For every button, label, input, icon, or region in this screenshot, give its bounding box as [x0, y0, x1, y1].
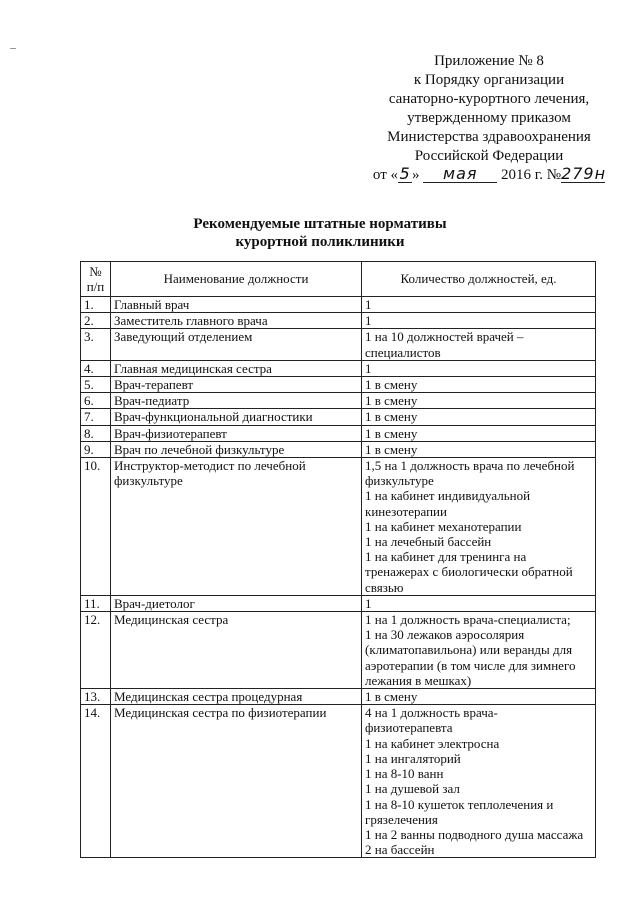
- quantity-line: 4 на 1 должность врача-: [365, 705, 498, 721]
- quantity-line: 1 на 30 лежаков аэросолярия: [365, 627, 525, 643]
- quantity-line: аэротерапии (в том числе для зимнего: [365, 657, 576, 673]
- quantity-line: грязелечения: [365, 811, 438, 827]
- quantity-line: 1: [365, 360, 372, 376]
- table-row: [81, 377, 596, 393]
- table-row: [81, 409, 596, 425]
- quantity-line: 1 в смену: [365, 393, 418, 409]
- position-name: Врач-функциональной диагностики: [111, 409, 362, 425]
- table-row: [81, 458, 596, 596]
- position-quantity: [362, 360, 596, 376]
- table-row: [81, 360, 596, 376]
- order-date-line: [340, 166, 638, 185]
- table-row: [81, 297, 596, 313]
- document-title: [0, 215, 640, 251]
- table-row: [81, 425, 596, 441]
- date-year: 2016 г. №: [501, 167, 562, 183]
- row-number: 6.: [81, 393, 111, 409]
- row-number: 7.: [81, 409, 111, 425]
- table-row: [81, 313, 596, 329]
- header-line: Приложение № 8: [434, 53, 544, 69]
- quantity-line: специалистов: [365, 344, 441, 360]
- row-number: 10.: [81, 458, 111, 596]
- position-name: Врач-диетолог: [111, 595, 362, 611]
- quantity-line: 1 на 8-10 кушеток теплолечения и: [365, 796, 554, 812]
- quantity-line: 1 на 10 должностей врачей –: [365, 329, 524, 345]
- table-row: [81, 441, 596, 457]
- row-number: 14.: [81, 705, 111, 858]
- position-quantity: [362, 313, 596, 329]
- quantity-line: 1 на 8-10 ванн: [365, 766, 444, 782]
- row-number: 11.: [81, 595, 111, 611]
- title-line-1: Рекомендуемые штатные нормативы: [193, 216, 447, 232]
- table-row: [81, 393, 596, 409]
- position-quantity: [362, 595, 596, 611]
- row-number: 8.: [81, 425, 111, 441]
- header-line: Российской Федерации: [414, 148, 564, 164]
- position-name: Врач-терапевт: [111, 377, 362, 393]
- quantity-line: 1 на душевой зал: [365, 781, 460, 797]
- quantity-line: 1 на кабинет индивидуальной: [365, 488, 531, 504]
- position-quantity: [362, 441, 596, 457]
- date-month-handwritten: мая: [423, 166, 497, 183]
- position-name: Врач-физиотерапевт: [111, 425, 362, 441]
- table-row: [81, 612, 596, 689]
- position-quantity: [362, 329, 596, 360]
- header-line: утвержденному приказом: [407, 110, 571, 126]
- quantity-line: 1 на ингаляторий: [365, 750, 461, 766]
- position-name: Врач по лечебной физкультуре: [111, 441, 362, 457]
- header-position: Наименование должности: [111, 262, 362, 297]
- position-name: Главный врач: [111, 297, 362, 313]
- table-row: [81, 595, 596, 611]
- position-name: Врач-педиатр: [111, 393, 362, 409]
- header-quantity: Количество должностей, ед.: [362, 262, 596, 297]
- order-number-handwritten: 279н: [561, 164, 607, 183]
- quantity-line: кинезотерапии: [365, 503, 447, 519]
- table-header-row: [81, 262, 596, 297]
- quantity-line: 1 в смену: [365, 425, 418, 441]
- quantity-line: лежания в мешках): [365, 672, 472, 688]
- table-row: [81, 689, 596, 705]
- quantity-line: (климатопавильона) или веранды для: [365, 642, 573, 658]
- quantity-line: 1,5 на 1 должность врача по лечебной: [365, 458, 575, 474]
- position-quantity: [362, 705, 596, 858]
- appendix-header: [340, 52, 638, 185]
- date-mid: »: [412, 167, 420, 183]
- position-name: Заведующий отделением: [111, 329, 362, 360]
- position-name: Медицинская сестра: [111, 612, 362, 689]
- title-line-2: курортной поликлиники: [235, 234, 405, 250]
- quantity-line: физкультуре: [365, 473, 434, 489]
- table-row: [81, 329, 596, 360]
- row-number: 9.: [81, 441, 111, 457]
- row-number: 4.: [81, 360, 111, 376]
- table-body: [81, 297, 596, 858]
- quantity-line: 1 на кабинет механотерапии: [365, 518, 522, 534]
- margin-mark: [10, 48, 16, 49]
- quantity-line: 1 на 1 должность врача-специалиста;: [365, 612, 571, 628]
- row-number: 5.: [81, 377, 111, 393]
- position-quantity: [362, 425, 596, 441]
- position-name: Заместитель главного врача: [111, 313, 362, 329]
- date-prefix: от «: [372, 167, 399, 183]
- quantity-line: 1: [365, 297, 372, 312]
- quantity-line: 1 на кабинет для тренинга на: [365, 549, 527, 565]
- header-line: Министерства здравоохранения: [387, 129, 591, 145]
- staffing-table: [80, 261, 596, 858]
- header-line: санаторно-курортного лечения,: [388, 91, 590, 107]
- date-day-handwritten: 5: [399, 164, 411, 183]
- position-name: Медицинская сестра процедурная: [111, 689, 362, 705]
- quantity-line: 2 на бассейн: [365, 842, 435, 858]
- header-line: к Порядку организации: [413, 72, 565, 88]
- quantity-line: 1 в смену: [365, 689, 418, 705]
- quantity-line: 1 на кабинет электросна: [365, 735, 500, 751]
- position-name: Медицинская сестра по физиотерапии: [111, 705, 362, 858]
- position-quantity: [362, 393, 596, 409]
- table-row: [81, 705, 596, 858]
- quantity-line: 1 в смену: [365, 377, 418, 393]
- header-number: № п/п: [81, 262, 111, 297]
- row-number: 12.: [81, 612, 111, 689]
- quantity-line: связью: [365, 579, 404, 595]
- position-quantity: [362, 377, 596, 393]
- position-quantity: [362, 612, 596, 689]
- row-number: 2.: [81, 313, 111, 329]
- row-number: 1.: [81, 297, 111, 313]
- position-quantity: [362, 458, 596, 596]
- position-name: Инструктор-методист по лечебной физкультуре: [111, 458, 362, 596]
- position-quantity: [362, 297, 596, 313]
- quantity-line: 1: [365, 595, 372, 611]
- position-quantity: [362, 409, 596, 425]
- position-name: Главная медицинская сестра: [111, 360, 362, 376]
- quantity-line: 1 в смену: [365, 441, 418, 457]
- quantity-line: тренажерах с биологически обратной: [365, 564, 573, 580]
- quantity-line: 1 на лечебный бассейн: [365, 534, 492, 550]
- row-number: 3.: [81, 329, 111, 360]
- quantity-line: 1 на 2 ванны подводного душа массажа: [365, 826, 584, 842]
- quantity-line: 1: [365, 313, 372, 329]
- quantity-line: 1 в смену: [365, 409, 418, 425]
- quantity-line: физиотерапевта: [365, 720, 453, 736]
- row-number: 13.: [81, 689, 111, 705]
- position-quantity: [362, 689, 596, 705]
